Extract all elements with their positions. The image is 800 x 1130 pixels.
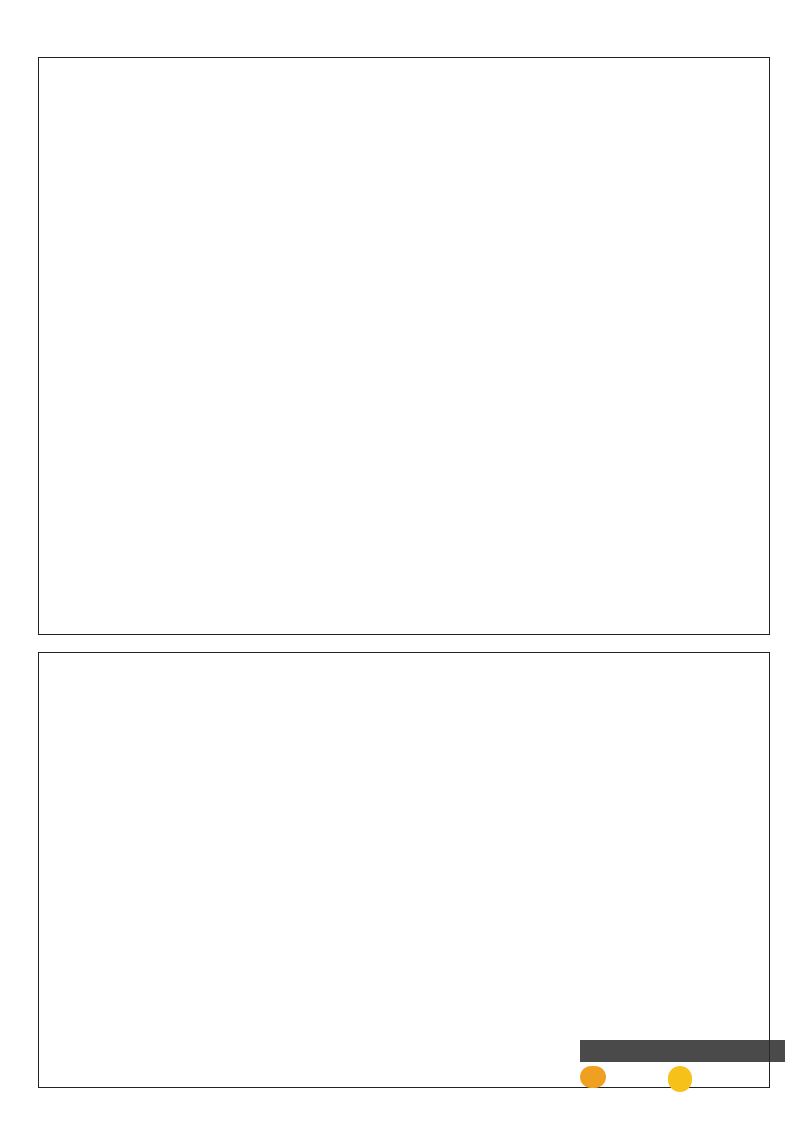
bottom-price-panel: [38, 652, 770, 1088]
top-price-panel: [38, 57, 770, 635]
chat-bubble-icon: [580, 1066, 606, 1088]
footer-wechat: [580, 1040, 785, 1062]
qq-penguin-icon: [668, 1066, 692, 1092]
